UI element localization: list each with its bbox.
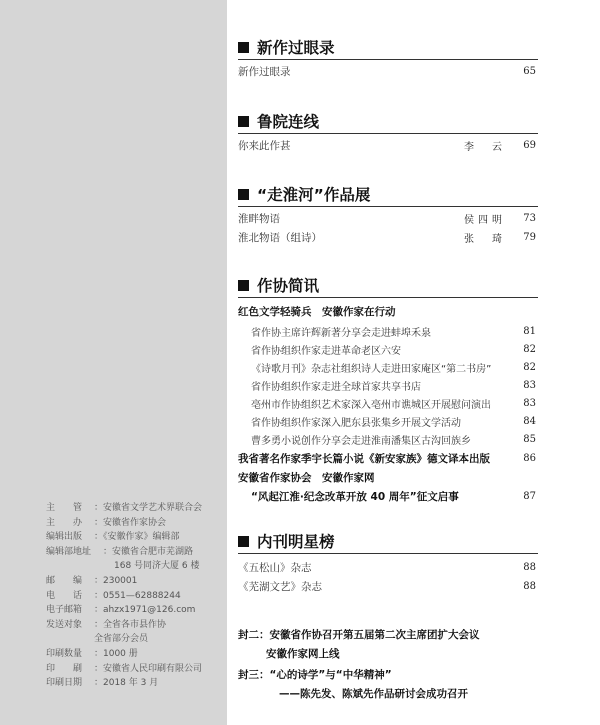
imprint-block bbox=[46, 501, 224, 691]
section-heading-luxun-academy: 鲁院连线 bbox=[238, 110, 319, 132]
section-heading-association-news: 作协简讯 bbox=[238, 274, 319, 296]
toc-entry[interactable]: 淮北物语（组诗） 张 琦 79 bbox=[238, 231, 536, 245]
imprint-distribution: 发送对象 ：全省各市县作协 bbox=[46, 619, 167, 630]
cover3-line1: 封三：“心的诗学”与“中华精神” bbox=[238, 669, 392, 681]
cover2-line1: 封二：安徽省作协召开第五届第二次主席团扩大会议 bbox=[238, 629, 480, 641]
imprint-organizer: 主 办 ：安徽省作家协会 bbox=[46, 517, 167, 528]
toc-entry[interactable]: 亳州市作协组织艺术家深入亳州市谯城区开展慰问演出 83 bbox=[251, 397, 536, 411]
square-bullet-icon bbox=[238, 189, 249, 200]
section-heading-new-works: 新作过眼录 bbox=[238, 36, 335, 58]
toc-entry[interactable]: 淮畔物语 侯四明 73 bbox=[238, 212, 536, 226]
toc-entry-bold[interactable]: “风起江淮·纪念改革开放 40 周年”征文启事 87 bbox=[251, 490, 536, 503]
square-bullet-icon bbox=[238, 42, 249, 53]
imprint-distribution-cont: 全省部分会员 bbox=[94, 634, 149, 645]
toc-entry[interactable]: 《诗歌月刊》杂志社组织诗人走进田家庵区“第二书房” 82 bbox=[251, 361, 536, 375]
cover2-line2: 安徽作家网上线 bbox=[266, 648, 340, 660]
toc-entry[interactable]: 《芜湖文艺》杂志 88 bbox=[238, 580, 536, 593]
toc-entry[interactable]: 省作协组织作家深入肥东县张集乡开展文学活动 84 bbox=[251, 415, 536, 429]
section-heading-journal-stars: 内刊明星榜 bbox=[238, 530, 335, 552]
section-heading-huai-river: “走淮河”作品展 bbox=[238, 183, 370, 205]
left-panel bbox=[0, 0, 227, 725]
section-rule bbox=[238, 297, 538, 298]
toc-entry[interactable]: 新作过眼录 65 bbox=[238, 65, 536, 78]
toc-entry[interactable]: 曹多勇小说创作分享会走进淮南潘集区古沟回族乡 85 bbox=[251, 433, 536, 447]
square-bullet-icon bbox=[238, 280, 249, 291]
imprint-postcode: 邮 编 ：230001 bbox=[46, 575, 138, 586]
imprint-sponsor: 主 管 ：安徽省文学艺术界联合会 bbox=[46, 503, 203, 513]
imprint-quantity: 印刷数量 ：1000 册 bbox=[46, 648, 138, 659]
imprint-email: 电子邮箱 ：ahzx1971@126.com bbox=[46, 605, 196, 616]
toc-entry[interactable]: 省作协组织作家走进革命老区六安 82 bbox=[251, 343, 536, 357]
imprint-address-cont: 168 号同济大厦 6 楼 bbox=[114, 561, 200, 572]
toc-entry-bold[interactable]: 我省著名作家季宇长篇小说《新安家族》德文译本出版 86 bbox=[238, 452, 536, 465]
toc-entry[interactable]: 你来此作甚 李 云 69 bbox=[238, 139, 536, 153]
imprint-printer: 印 刷 ：安徽省人民印刷有限公司 bbox=[46, 663, 203, 674]
toc-entry[interactable]: 省作协主席许辉新著分享会走进蚌埠禾泉 81 bbox=[251, 325, 536, 339]
toc-group-title: 红色文学轻骑兵 安徽作家在行动 bbox=[238, 305, 396, 318]
imprint-editor: 编辑出版 ：《安徽作家》编辑部 bbox=[46, 532, 180, 543]
imprint-address: 编辑部地址 ：安徽省合肥市芜湖路 bbox=[46, 546, 194, 557]
toc-entry[interactable]: 省作协组织作家走进全球首家共享书店 83 bbox=[251, 379, 536, 393]
square-bullet-icon bbox=[238, 536, 249, 547]
toc-entry[interactable]: 《五松山》杂志 88 bbox=[238, 561, 536, 574]
section-rule bbox=[238, 133, 538, 134]
imprint-date: 印刷日期 ：2018 年 3 月 bbox=[46, 678, 159, 689]
imprint-phone: 电 话 ：0551—62888244 bbox=[46, 590, 181, 601]
cover3-line2: ——陈先发、陈斌先作品研讨会成功召开 bbox=[279, 688, 468, 700]
section-rule bbox=[238, 206, 538, 207]
section-rule bbox=[238, 59, 538, 60]
square-bullet-icon bbox=[238, 116, 249, 127]
section-rule bbox=[238, 553, 538, 554]
toc-group-title: 安徽省作家协会 安徽作家网 bbox=[238, 471, 375, 484]
